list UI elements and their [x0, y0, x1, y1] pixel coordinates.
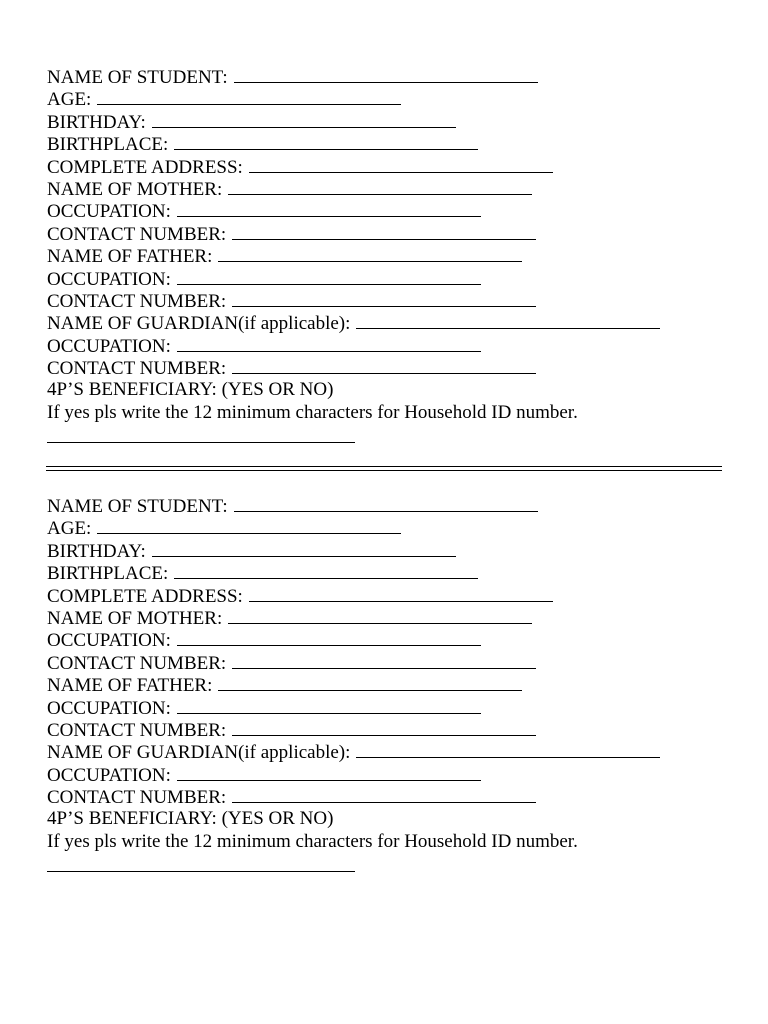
field-name-of-guardian: [47, 312, 727, 334]
field-label: CONTACT NUMBER:: [47, 719, 227, 741]
household-id-note: If yes pls write the 12 minimum characters for Household ID number.: [47, 830, 578, 852]
complete-address-blank[interactable]: [249, 585, 553, 602]
field-label: COMPLETE ADDRESS:: [47, 156, 243, 178]
field-label: NAME OF STUDENT:: [47, 67, 228, 88]
field-mother-contact: [47, 223, 727, 245]
household-id-note: If yes pls write the 12 minimum characters for Household ID number.: [47, 401, 578, 423]
field-mother-occupation: [47, 629, 727, 651]
field-name-of-father: [47, 674, 727, 696]
field-name-of-mother: [47, 178, 727, 200]
guardian-occupation-blank[interactable]: [177, 764, 481, 781]
field-age: [47, 88, 727, 110]
field-birthday: [47, 111, 727, 133]
guardian-occupation-blank[interactable]: [177, 335, 481, 352]
field-name-of-father: [47, 245, 727, 267]
field-label: NAME OF GUARDIAN(if applicable):: [47, 742, 351, 764]
age-blank[interactable]: [97, 517, 401, 534]
name-of-father-blank[interactable]: [218, 245, 522, 262]
field-label: NAME OF FATHER:: [47, 246, 213, 268]
name-of-student-blank[interactable]: [234, 495, 538, 512]
mother-contact-blank[interactable]: [232, 652, 536, 669]
field-label: BIRTHPLACE:: [47, 134, 169, 156]
field-guardian-occupation: [47, 764, 727, 786]
field-label: NAME OF MOTHER:: [47, 607, 223, 629]
name-of-guardian-blank[interactable]: [356, 312, 660, 329]
field-label: CONTACT NUMBER:: [47, 223, 227, 245]
field-label: CONTACT NUMBER:: [47, 290, 227, 312]
field-label: NAME OF MOTHER:: [47, 178, 223, 200]
field-label: BIRTHDAY:: [47, 540, 146, 562]
field-complete-address: [47, 156, 727, 178]
field-guardian-contact: [47, 357, 727, 379]
field-label: COMPLETE ADDRESS:: [47, 585, 243, 607]
guardian-contact-blank[interactable]: [232, 786, 536, 803]
household-id-blank[interactable]: [47, 853, 355, 872]
father-contact-blank[interactable]: [232, 290, 536, 307]
age-blank[interactable]: [97, 88, 401, 105]
field-mother-occupation: [47, 200, 727, 222]
field-complete-address: [47, 585, 727, 607]
field-label: OCCUPATION:: [47, 630, 171, 652]
mother-occupation-blank[interactable]: [177, 629, 481, 646]
household-id-blank[interactable]: [47, 424, 355, 443]
field-label: NAME OF FATHER:: [47, 675, 213, 697]
field-birthplace: [47, 133, 727, 155]
field-label: OCCUPATION:: [47, 268, 171, 290]
field-label: NAME OF STUDENT:: [47, 496, 228, 517]
birthday-blank[interactable]: [152, 111, 456, 128]
beneficiary-question: 4P’S BENEFICIARY: (YES OR NO): [47, 379, 334, 401]
field-birthplace: [47, 562, 727, 584]
field-father-contact: [47, 719, 727, 741]
beneficiary-question: 4P’S BENEFICIARY: (YES OR NO): [47, 808, 334, 830]
complete-address-blank[interactable]: [249, 156, 553, 173]
field-label: AGE:: [47, 89, 92, 111]
field-name-of-student: [47, 495, 727, 517]
field-label: CONTACT NUMBER:: [47, 787, 227, 809]
field-father-contact: [47, 290, 727, 312]
field-name-of-student: [47, 66, 727, 88]
field-label: CONTACT NUMBER:: [47, 652, 227, 674]
field-label: OCCUPATION:: [47, 697, 171, 719]
field-label: BIRTHDAY:: [47, 111, 146, 133]
student-form-1: [47, 66, 727, 443]
name-of-student-blank[interactable]: [234, 66, 538, 83]
field-birthday: [47, 540, 727, 562]
field-label: CONTACT NUMBER:: [47, 358, 227, 380]
field-name-of-mother: [47, 607, 727, 629]
field-label: NAME OF GUARDIAN(if applicable):: [47, 313, 351, 335]
field-label: OCCUPATION:: [47, 201, 171, 223]
name-of-guardian-blank[interactable]: [356, 741, 660, 758]
guardian-contact-blank[interactable]: [232, 357, 536, 374]
field-father-occupation: [47, 697, 727, 719]
mother-contact-blank[interactable]: [232, 223, 536, 240]
name-of-mother-blank[interactable]: [228, 607, 532, 624]
section-divider: [46, 466, 722, 471]
field-guardian-occupation: [47, 335, 727, 357]
field-guardian-contact: [47, 786, 727, 808]
name-of-father-blank[interactable]: [218, 674, 522, 691]
field-label: AGE:: [47, 518, 92, 540]
student-form-2: [47, 495, 727, 872]
field-name-of-guardian: [47, 741, 727, 763]
birthplace-blank[interactable]: [174, 562, 478, 579]
mother-occupation-blank[interactable]: [177, 200, 481, 217]
field-father-occupation: [47, 268, 727, 290]
name-of-mother-blank[interactable]: [228, 178, 532, 195]
field-label: OCCUPATION:: [47, 764, 171, 786]
father-contact-blank[interactable]: [232, 719, 536, 736]
father-occupation-blank[interactable]: [177, 268, 481, 285]
field-age: [47, 517, 727, 539]
field-label: BIRTHPLACE:: [47, 563, 169, 585]
father-occupation-blank[interactable]: [177, 697, 481, 714]
field-label: OCCUPATION:: [47, 335, 171, 357]
field-mother-contact: [47, 652, 727, 674]
birthplace-blank[interactable]: [174, 133, 478, 150]
birthday-blank[interactable]: [152, 540, 456, 557]
